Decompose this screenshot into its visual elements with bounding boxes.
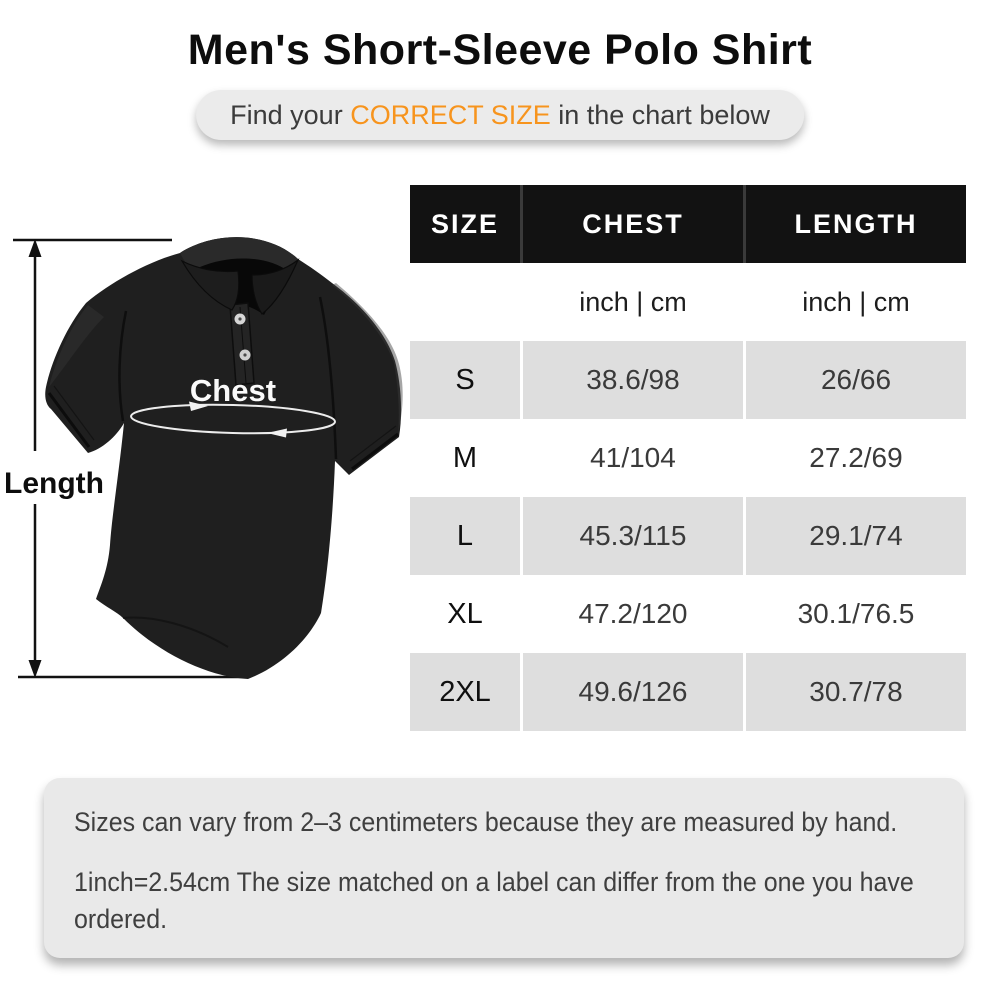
chest-cell: 49.6/126	[523, 653, 743, 731]
size-cell: L	[410, 497, 520, 575]
units-blank	[410, 263, 520, 341]
length-cell: 27.2/69	[746, 419, 966, 497]
column-header-chest: CHEST	[523, 185, 743, 263]
table-row	[410, 341, 966, 419]
subtitle-suffix: in the chart below	[550, 100, 770, 130]
column-header-length: LENGTH	[746, 185, 966, 263]
subtitle-pill	[196, 90, 804, 140]
chest-cell: 38.6/98	[523, 341, 743, 419]
column-header-size: SIZE	[410, 185, 520, 263]
size-cell: XL	[410, 575, 520, 653]
table-row	[410, 653, 966, 731]
notes-box	[44, 778, 964, 958]
arrow-up-icon	[29, 239, 42, 257]
chest-label: Chest	[189, 373, 277, 408]
note-line-2: 1inch=2.54cm The size matched on a label can differ from the one you have ordered.	[74, 867, 914, 934]
page-title: Men's Short-Sleeve Polo Shirt	[187, 26, 813, 74]
table-row	[410, 575, 966, 653]
length-cell: 26/66	[746, 341, 966, 419]
length-cell: 30.7/78	[746, 653, 966, 731]
length-cell: 30.1/76.5	[746, 575, 966, 653]
table-header-row	[410, 185, 966, 263]
polo-shirt-graphic	[45, 237, 402, 679]
size-cell: 2XL	[410, 653, 520, 731]
size-cell: M	[410, 419, 520, 497]
polo-shirt-diagram	[0, 215, 410, 735]
subtitle-highlight: CORRECT SIZE	[350, 100, 551, 130]
table-row	[410, 497, 966, 575]
units-length: inch | cm	[746, 263, 966, 341]
size-table	[410, 185, 966, 731]
units-chest: inch | cm	[523, 263, 743, 341]
chest-cell: 41/104	[523, 419, 743, 497]
arrow-down-icon	[29, 660, 42, 678]
note-line-1: Sizes can vary from 2–3 centimeters because they are measured by hand.	[74, 807, 898, 837]
chest-cell: 47.2/120	[523, 575, 743, 653]
chest-cell: 45.3/115	[523, 497, 743, 575]
length-label: Length	[4, 467, 104, 500]
size-cell: S	[410, 341, 520, 419]
subtitle-prefix: Find your	[230, 100, 351, 130]
table-units-row	[410, 263, 966, 341]
table-row	[410, 419, 966, 497]
length-cell: 29.1/74	[746, 497, 966, 575]
